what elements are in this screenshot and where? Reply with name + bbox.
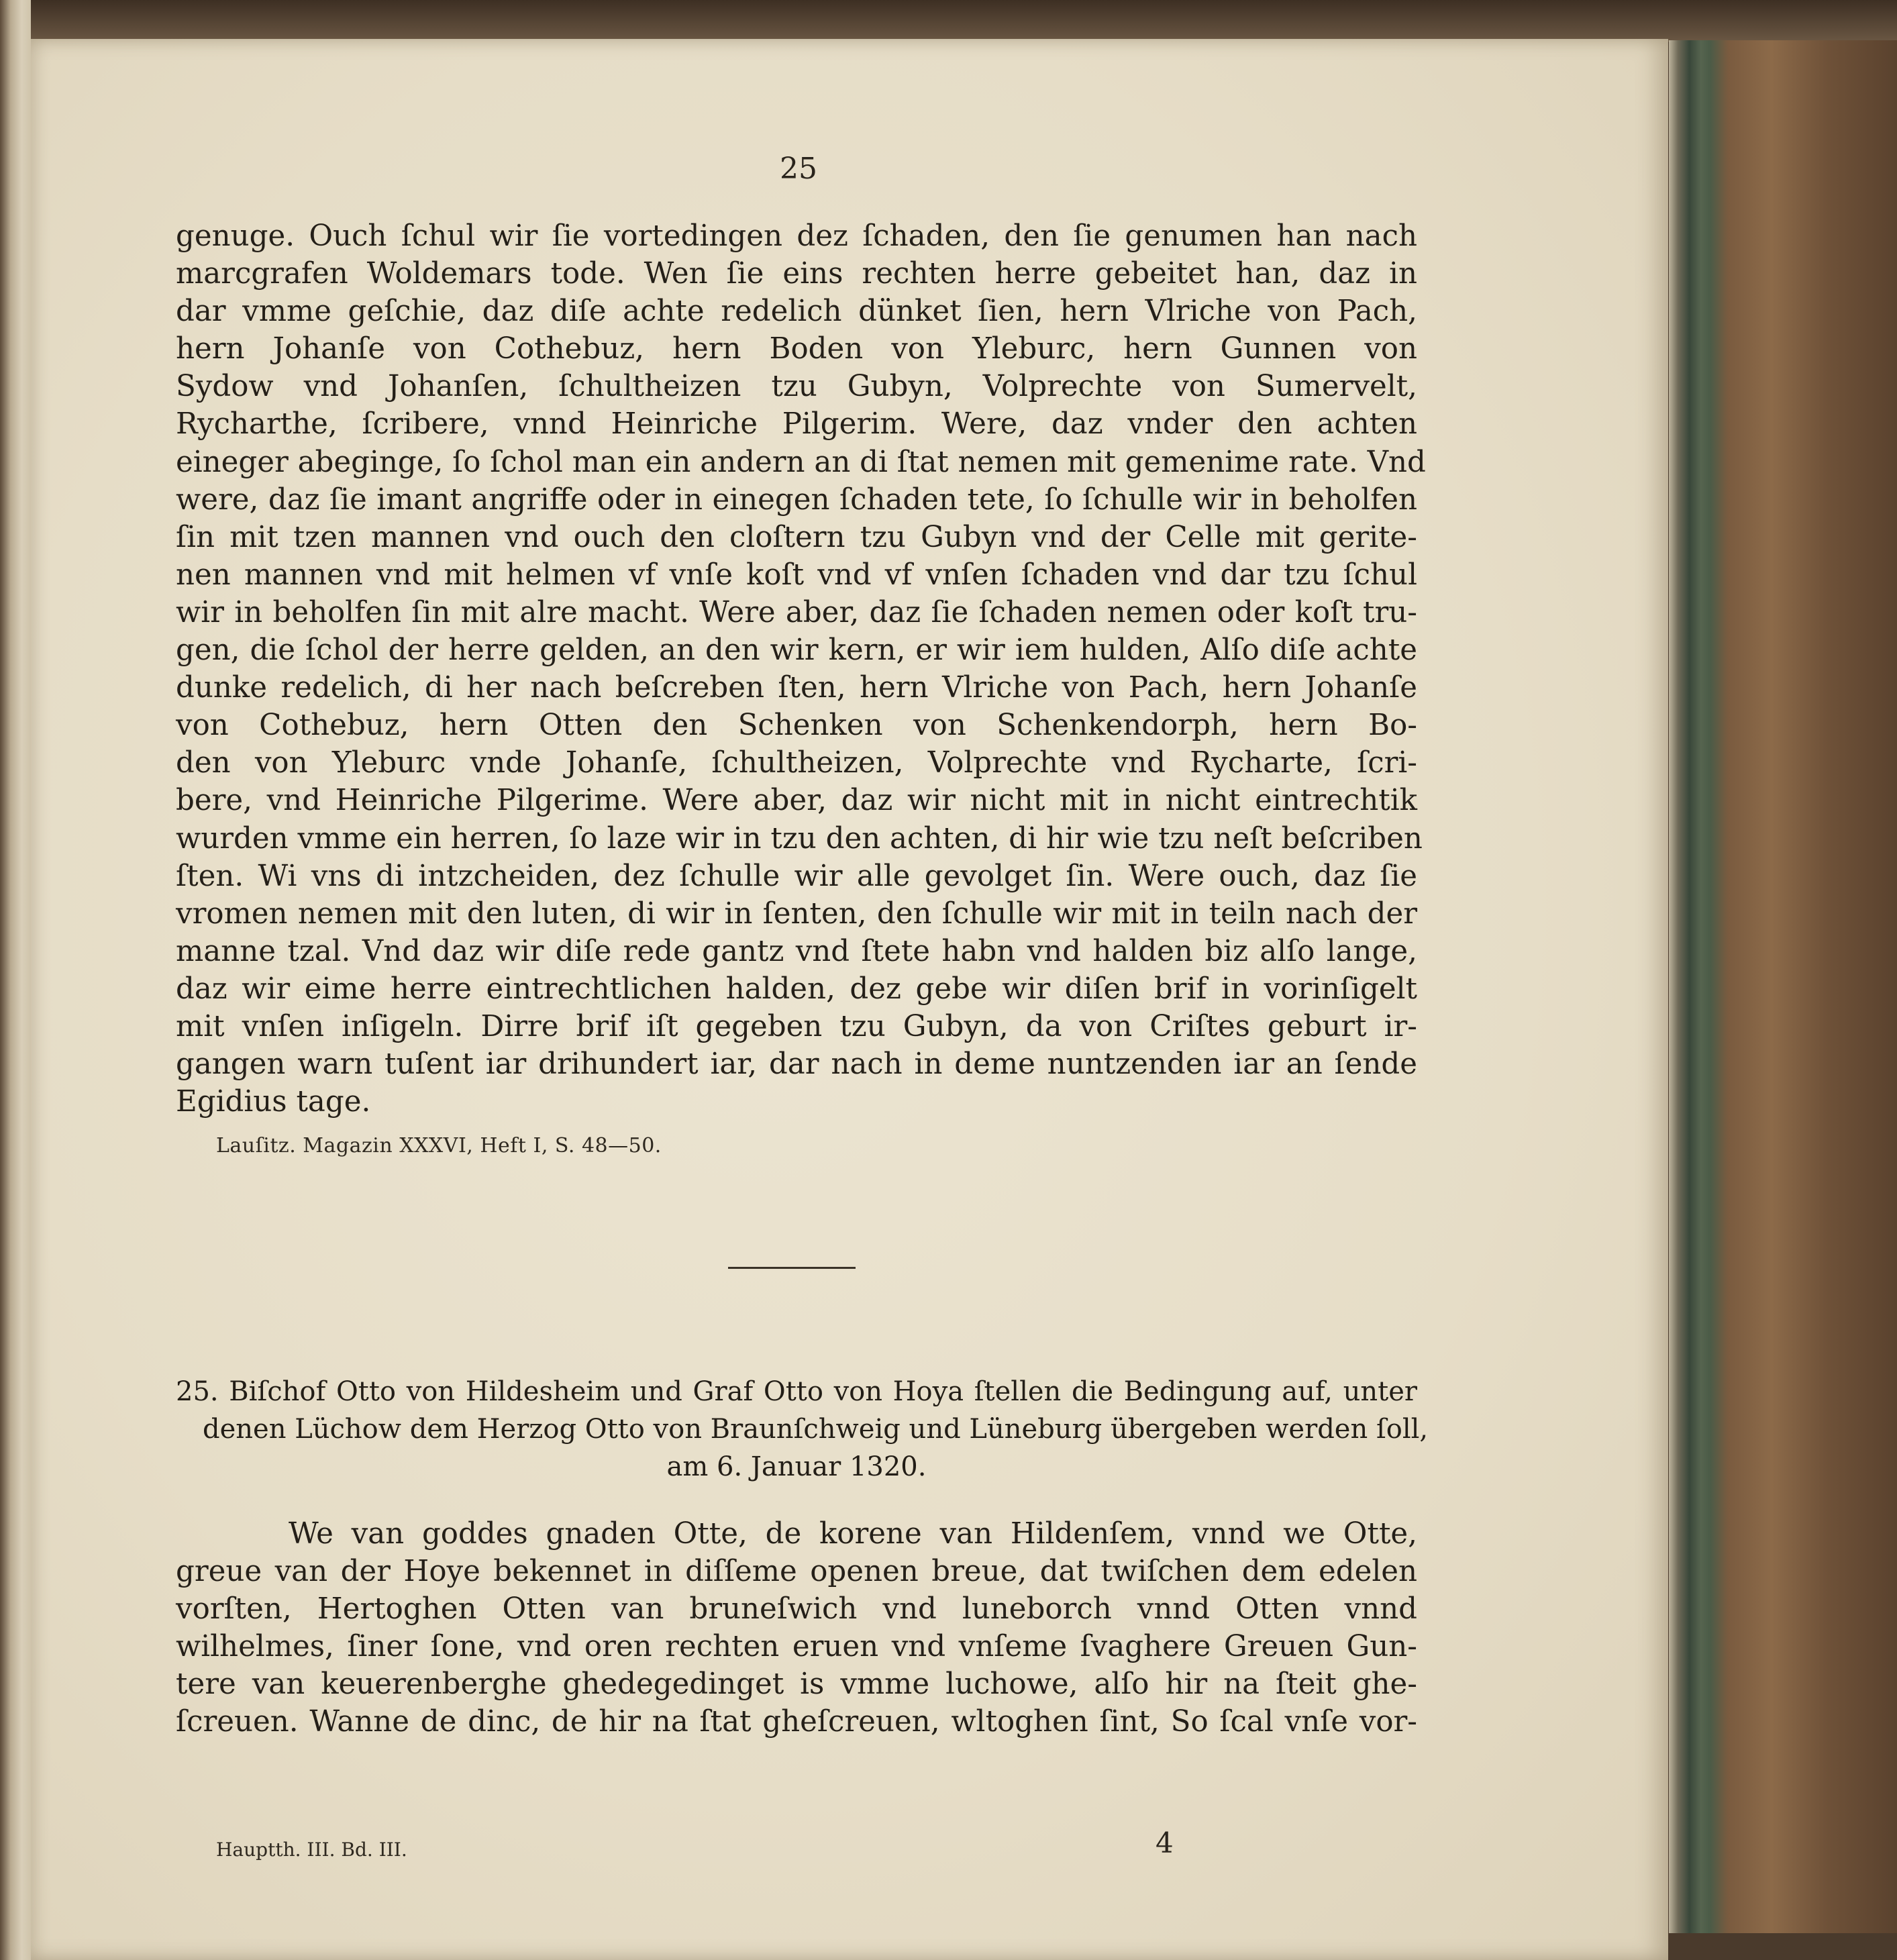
book-cover-edge: [1669, 40, 1897, 1933]
sheet-number: 4: [1156, 1826, 1174, 1859]
text-line: ſin mit tzen mannen vnd ouch den cloſtern tzu Gubyn vnd der Celle mit gerite-: [176, 520, 1417, 554]
text-line: gangen warn tuſent iar drihundert iar, dar nach in deme nuntzenden iar an ſende: [176, 1047, 1417, 1082]
text-line: wir in beholfen ſin mit alre macht. Were aber, daz ſie ſchaden nemen oder koſt tru-: [176, 595, 1417, 629]
text-line: ſcreuen. Wanne de dinc, de hir na ſtat gheſcreuen, wltoghen ſint, So ſcal vnſe vor-: [176, 1705, 1417, 1739]
text-line: wurden vmme ein herren, ſo laze wir in tzu den achten, di hir wie tzu neſt beſcriben: [176, 821, 1423, 856]
text-line: vromen nemen mit den luten, di wir in ſenten, den ſchulle wir mit in teiln nach der: [176, 896, 1417, 931]
text-line: hern Johanſe von Cothebuz, hern Boden von Yleburc, hern Gunnen von: [176, 332, 1417, 366]
text-line: Egidius tage.: [176, 1085, 371, 1119]
page-number: 25: [780, 152, 817, 186]
book-top-edge: [0, 0, 1897, 42]
text-line: mit vnſen inſigeln. Dirre brif iſt gegeben tzu Gubyn, da von Criſtes geburt ir-: [176, 1009, 1417, 1043]
text-line: tere van keuerenberghe ghedegedinget is vmme luchowe, alſo hir na ſteit ghe-: [176, 1667, 1417, 1702]
text-line: daz wir eime herre eintrechtlichen halden, dez gebe wir diſen brif in vorinſigelt: [176, 972, 1417, 1006]
text-line: We van goddes gnaden Otte, de korene van Hildenſem, vnnd we Otte,: [289, 1517, 1417, 1551]
text-line: von Cothebuz, hern Otten den Schenken von Schenkendorph, hern Bo-: [176, 709, 1417, 743]
text-line: gen, die ſchol der herre gelden, an den wir kern, er wir iem hulden, Alſo diſe achte: [176, 633, 1417, 668]
charter-text-block-2: [176, 1515, 1417, 1741]
text-line: genuge. Ouch ſchul wir ſie vortedingen dez ſchaden, den ſie genumen han nach: [176, 219, 1417, 253]
heading-line: denen Lüchow dem Herzog Otto von Braunſchweig und Lüneburg übergeben werden ſoll,: [203, 1414, 1429, 1445]
text-line: greue van der Hoye bekennet in diſſeme openen breue, dat twiſchen dem edelen: [176, 1555, 1417, 1589]
source-citation: Lauſitz. Magazin XXXVI, Heft I, S. 48—50.: [216, 1134, 662, 1157]
text-line: were, daz ſie imant angriffe oder in einegen ſchaden tete, ſo ſchulle wir in beholfen: [176, 482, 1417, 517]
text-line: eineger abeginge, ſo ſchol man ein andern an di ſtat nemen mit gemenime rate. Vnd: [176, 445, 1426, 479]
text-line: dunke redelich, di her nach beſcreben ſten, hern Vlriche von Pach, hern Johanſe: [176, 671, 1417, 705]
heading-line: 25. Biſchof Otto von Hildesheim und Graf Otto von Hoya ſtellen die Bedingung auf, unter: [176, 1376, 1417, 1407]
text-line: Sydow vnd Johanſen, ſchultheizen tzu Gubyn, Volprechte von Sumervelt,: [176, 370, 1417, 404]
text-line: dar vmme geſchie, daz diſe achte redelich dünket ſien, hern Vlriche von Pach,: [176, 295, 1417, 329]
charter-text-block: [176, 217, 1426, 1121]
section-divider: [728, 1267, 856, 1269]
text-line: den von Yleburc vnde Johanſe, ſchultheizen, Volprechte vnd Rycharte, ſcri-: [176, 746, 1417, 780]
text-line: ſten. Wi vns di intzcheiden, dez ſchulle wir alle gevolget ſin. Were ouch, daz ſie: [176, 859, 1417, 893]
document-heading: [176, 1373, 1429, 1486]
text-line: manne tzal. Vnd daz wir diſe rede gantz vnd ſtete habn vnd halden biz alſo lange,: [176, 934, 1417, 968]
text-line: marcgrafen Woldemars tode. Wen ſie eins rechten herre gebeitet han, daz in: [176, 257, 1417, 291]
heading-date: am 6. Januar 1320.: [666, 1451, 927, 1482]
text-line: bere, vnd Heinriche Pilgerime. Were aber, daz wir nicht mit in nicht eintrechtik: [176, 784, 1417, 818]
signature-mark: Hauptth. III. Bd. III.: [216, 1839, 407, 1861]
text-line: wilhelmes, ſiner ſone, vnd oren rechten eruen vnd vnſeme ſvaghere Greuen Gun-: [176, 1630, 1417, 1664]
text-line: nen mannen vnd mit helmen vf vnſe koſt vnd vf vnſen ſchaden vnd dar tzu ſchul: [176, 558, 1417, 592]
text-line: Rycharthe, ſcribere, vnnd Heinriche Pilgerim. Were, daz vnder den achten: [176, 407, 1417, 442]
left-page-edge: [0, 0, 31, 1960]
text-line: vorſten, Hertoghen Otten van bruneſwich vnd luneborch vnnd Otten vnnd: [176, 1592, 1417, 1627]
